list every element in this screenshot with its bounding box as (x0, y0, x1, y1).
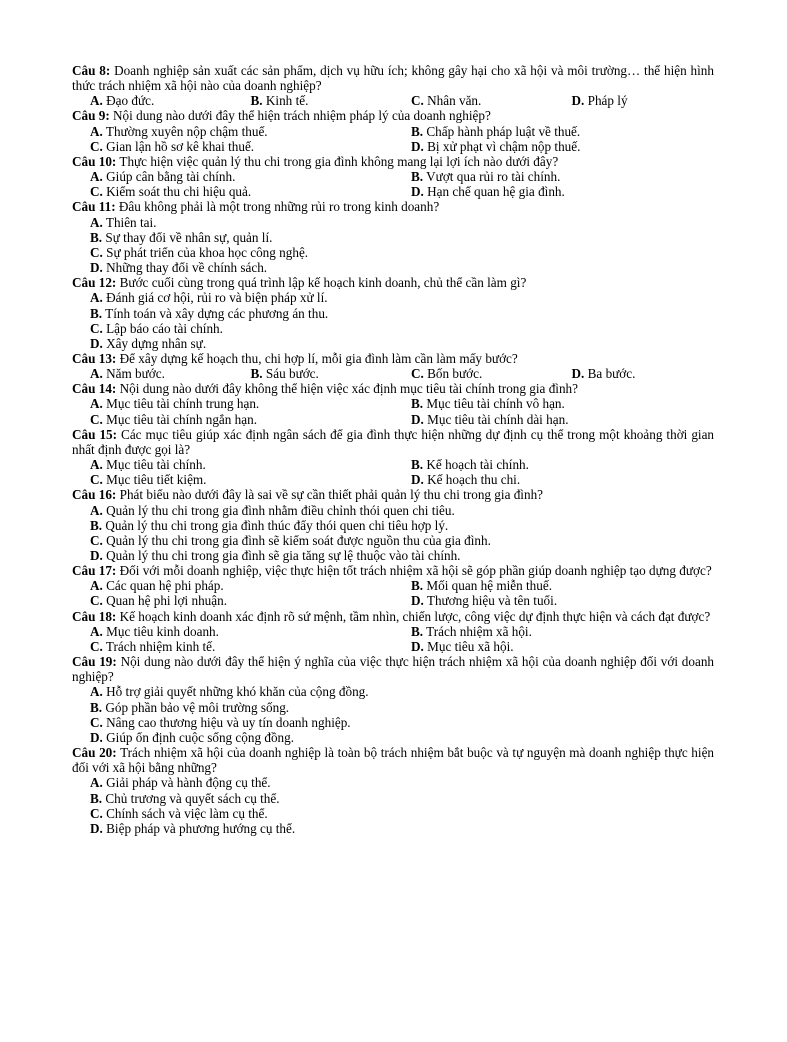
option-letter: D. (411, 411, 424, 427)
option-letter: D. (90, 548, 103, 563)
option-text: Pháp lý (587, 93, 628, 109)
answer-option-a (72, 396, 393, 411)
answer-option-d (72, 548, 460, 563)
answer-option-d (393, 412, 714, 427)
option-text: Ba bước. (587, 366, 636, 382)
answer-option-b (393, 457, 714, 472)
option-letter: B. (411, 123, 424, 139)
question-stem (72, 199, 714, 214)
options-row (72, 336, 714, 351)
option-text: Biệp pháp và phương hướng cụ thể. (106, 820, 296, 836)
option-text: Mục tiêu tài chính. (106, 457, 206, 473)
option-letter: A. (90, 684, 103, 700)
options-row (72, 806, 714, 821)
option-letter: B. (411, 578, 424, 594)
option-letter: C. (90, 244, 103, 260)
answer-option-d (393, 593, 714, 608)
answer-option-b (393, 624, 714, 639)
answer-option-b (72, 791, 280, 806)
question-11 (72, 199, 714, 275)
question-stem (72, 351, 714, 366)
option-text: Chính sách và việc làm cụ thể. (106, 805, 268, 821)
question-label: Câu 10: (72, 153, 117, 169)
options-row (72, 730, 714, 745)
answer-option-c (72, 412, 393, 427)
option-letter: C. (90, 805, 103, 821)
option-letter: B. (411, 396, 424, 412)
options-row (72, 472, 714, 487)
question-stem (72, 381, 714, 396)
question-9 (72, 108, 714, 153)
answer-option-a (72, 93, 233, 108)
options-row (72, 593, 714, 608)
option-text: Hỗ trợ giải quyết những khó khăn của cộng đồng. (106, 684, 369, 700)
option-text: Thường xuyên nộp chậm thuế. (105, 123, 268, 139)
question-label: Câu 20: (72, 745, 117, 761)
option-letter: A. (90, 169, 103, 185)
option-text: Những thay đổi về chính sách. (106, 260, 268, 276)
question-label: Câu 18: (72, 608, 117, 624)
option-letter: C. (411, 93, 424, 109)
option-text: Kinh tế. (265, 93, 309, 109)
question-label: Câu 8: (72, 63, 111, 78)
option-text: Bị xử phạt vì chậm nộp thuế. (427, 138, 581, 154)
answer-option-d (72, 730, 294, 745)
options-row (72, 93, 714, 108)
option-text: Mục tiêu tài chính trung hạn. (106, 396, 260, 412)
option-letter: D. (90, 335, 103, 351)
answer-option-c (393, 366, 554, 381)
option-text: Giúp ổn định cuộc sống cộng đồng. (106, 729, 295, 745)
option-text: Chấp hành pháp luật về thuế. (426, 123, 581, 139)
answer-option-c (72, 139, 393, 154)
option-letter: D. (411, 138, 424, 154)
question-text: Trách nhiệm xã hội của doanh nghiệp là toàn bộ trách nhiệm bắt buộc và tự nguyện mà doanh nghiệp thực hiện đối với xã hội bằng những? (72, 745, 715, 776)
options-row (72, 306, 714, 321)
option-text: Sự phát triển của khoa học công nghệ. (106, 244, 309, 260)
option-text: Góp phần bảo vệ môi trường sống. (105, 699, 290, 715)
option-letter: D. (90, 729, 103, 745)
option-text: Đánh giá cơ hội, rủi ro và biện pháp xử lí. (106, 290, 328, 306)
option-letter: A. (90, 578, 103, 594)
option-letter: A. (90, 366, 103, 382)
option-text: Kế hoạch tài chính. (426, 457, 529, 473)
option-letter: B. (90, 790, 103, 806)
option-text: Hạn chế quan hệ gia đình. (427, 184, 565, 200)
option-text: Sáu bước. (265, 366, 319, 382)
options-row (72, 791, 714, 806)
question-14 (72, 381, 714, 426)
question-label: Câu 12: (72, 275, 117, 291)
question-label: Câu 19: (72, 654, 117, 670)
options-row (72, 366, 714, 381)
question-8 (72, 63, 714, 108)
options-row (72, 639, 714, 654)
answer-option-c (72, 593, 393, 608)
option-text: Mục tiêu tiết kiệm. (106, 472, 207, 488)
answer-option-d (393, 139, 714, 154)
answer-option-d (554, 93, 715, 108)
question-text: Nội dung nào dưới đây thể hiện trách nhiệm pháp lý của doanh nghiệp? (113, 108, 491, 124)
answer-option-d (72, 821, 295, 836)
option-letter: C. (411, 366, 424, 382)
question-16 (72, 487, 714, 563)
question-12 (72, 275, 714, 351)
option-text: Mục tiêu tài chính dài hạn. (427, 411, 569, 427)
answer-option-c (72, 533, 491, 548)
options-row (72, 624, 714, 639)
option-text: Vượt qua rủi ro tài chính. (426, 169, 561, 185)
option-letter: A. (90, 502, 103, 518)
option-letter: B. (90, 517, 103, 533)
question-stem (72, 154, 714, 169)
option-letter: C. (90, 320, 103, 336)
question-stem (72, 63, 714, 93)
option-text: Trách nhiệm kinh tế. (105, 638, 216, 654)
option-letter: D. (90, 260, 103, 276)
answer-option-a (72, 366, 233, 381)
answer-option-a (72, 124, 393, 139)
option-text: Xây dựng nhân sự. (106, 335, 207, 351)
answer-option-c (72, 472, 393, 487)
answer-option-b (233, 366, 394, 381)
question-stem (72, 563, 714, 578)
option-text: Trách nhiệm xã hội. (426, 623, 532, 639)
option-letter: C. (90, 138, 103, 154)
answer-option-b (393, 169, 714, 184)
option-letter: B. (250, 93, 263, 109)
question-text: Bước cuối cùng trong quá trình lập kế hoạch kinh doanh, chủ thể cần làm gì? (119, 275, 527, 291)
option-letter: A. (90, 396, 103, 412)
answer-option-a (72, 503, 455, 518)
option-letter: A. (90, 214, 103, 230)
question-text: Thực hiện việc quản lý thu chi trong gia đình không mang lại lợi ích nào dưới đây? (119, 153, 559, 169)
options-row (72, 821, 714, 836)
answer-option-d (72, 260, 267, 275)
question-text: Nội dung nào dưới đây không thể hiện việc xác định mục tiêu tài chính trong gia đình? (119, 381, 578, 397)
question-text: Đâu không phải là một trong những rủi ro trong kinh doanh? (118, 199, 440, 215)
answer-option-b (72, 518, 448, 533)
option-letter: D. (411, 472, 424, 488)
option-letter: C. (90, 714, 103, 730)
options-row (72, 700, 714, 715)
option-text: Mối quan hệ miễn thuế. (426, 578, 553, 594)
option-letter: B. (250, 366, 263, 382)
option-letter: B. (90, 229, 103, 245)
question-15 (72, 427, 714, 488)
option-letter: C. (90, 638, 103, 654)
answer-option-c (393, 93, 554, 108)
answer-option-c (72, 639, 393, 654)
option-letter: D. (411, 184, 424, 200)
option-letter: C. (90, 411, 103, 427)
option-text: Mục tiêu tài chính vô hạn. (426, 396, 565, 412)
option-text: Thiên tai. (105, 214, 157, 230)
answer-option-a (72, 169, 393, 184)
question-label: Câu 9: (72, 108, 110, 124)
options-row (72, 548, 714, 563)
options-row (72, 715, 714, 730)
option-text: Mục tiêu xã hội. (427, 638, 514, 654)
options-row (72, 245, 714, 260)
question-text: Nội dung nào dưới đây thể hiện ý nghĩa của việc thực hiện trách nhiệm xã hội của doanh nghiệp đối với doanh nghiệp? (72, 654, 715, 685)
option-text: Quản lý thu chi trong gia đình thúc đẩy thói quen chi tiêu hợp lý. (105, 517, 449, 533)
option-letter: B. (90, 699, 103, 715)
options-row (72, 124, 714, 139)
option-text: Kiểm soát thu chi hiệu quả. (106, 184, 252, 200)
question-17 (72, 563, 714, 608)
option-letter: B. (411, 623, 424, 639)
option-text: Quản lý thu chi trong gia đình sẽ kiểm soát được nguồn thu của gia đình. (106, 532, 491, 548)
option-text: Giải pháp và hành động cụ thể. (106, 775, 271, 791)
options-row (72, 503, 714, 518)
option-letter: C. (90, 593, 103, 609)
answer-option-c (72, 715, 351, 730)
option-text: Tính toán và xây dựng các phương án thu. (105, 305, 329, 321)
option-text: Chủ trương và quyết sách cụ thể. (105, 790, 280, 806)
question-text: Để xây dựng kế hoạch thu, chi hợp lí, mỗi gia đình làm cần làm mấy bước? (119, 350, 518, 366)
question-20 (72, 745, 714, 836)
question-text: Đối với mỗi doanh nghiệp, việc thực hiện tốt trách nhiệm xã hội sẽ góp phần giúp doanh nghiệp tạo dựng được? (119, 563, 712, 579)
answer-option-b (233, 93, 394, 108)
option-text: Năm bước. (106, 366, 165, 382)
question-stem (72, 654, 714, 684)
question-stem (72, 275, 714, 290)
option-text: Đạo đức. (106, 93, 155, 109)
options-row (72, 215, 714, 230)
question-label: Câu 17: (72, 563, 117, 579)
option-text: Sự thay đổi về nhân sự, quản lí. (105, 229, 273, 245)
options-row (72, 533, 714, 548)
answer-option-b (72, 230, 272, 245)
option-text: Quản lý thu chi trong gia đình nhằm điều chỉnh thói quen chi tiêu. (106, 502, 455, 518)
option-text: Gian lận hồ sơ kê khai thuế. (106, 138, 255, 154)
answer-option-c (72, 245, 308, 260)
option-letter: A. (90, 123, 103, 139)
option-letter: A. (90, 623, 103, 639)
answer-option-b (393, 124, 714, 139)
options-row (72, 260, 714, 275)
question-stem (72, 609, 714, 624)
answer-option-a (72, 215, 156, 230)
answer-option-c (72, 806, 268, 821)
question-stem (72, 745, 714, 775)
options-row (72, 518, 714, 533)
option-text: Mục tiêu tài chính ngắn hạn. (106, 411, 258, 427)
question-label: Câu 13: (72, 350, 117, 366)
options-row (72, 412, 714, 427)
question-text: Doanh nghiệp sản xuất các sản phẩm, dịch vụ hữu ích; không gây hại cho xã hội và môi trường… thể hiện hình thức trách nhiệm xã hội nào của doanh nghiệp? (72, 63, 714, 94)
options-row (72, 230, 714, 245)
options-row (72, 184, 714, 199)
options-row (72, 578, 714, 593)
option-text: Mục tiêu kinh doanh. (106, 623, 219, 639)
option-letter: D. (90, 820, 103, 836)
options-row (72, 139, 714, 154)
question-stem (72, 427, 714, 457)
option-letter: A. (90, 93, 103, 109)
answer-option-b (393, 578, 714, 593)
answer-option-a (72, 775, 271, 790)
exam-page (72, 63, 714, 836)
question-text: Các mục tiêu giúp xác định ngân sách để gia đình thực hiện những dự định cụ thể trong một khoảng thời gian nhất định được gọi là? (72, 426, 715, 457)
answer-option-c (72, 184, 393, 199)
option-letter: B. (411, 169, 424, 185)
option-text: Nhân văn. (427, 93, 482, 109)
question-18 (72, 609, 714, 654)
option-letter: C. (90, 184, 103, 200)
option-letter: D. (411, 593, 424, 609)
option-letter: D. (571, 366, 585, 382)
option-letter: A. (90, 457, 103, 473)
question-13 (72, 351, 714, 381)
answer-option-d (72, 336, 206, 351)
options-row (72, 321, 714, 336)
question-text: Kế hoạch kinh doanh xác định rõ sứ mệnh, tầm nhìn, chiến lược, công việc dự định thực hiện và cách đạt được? (119, 608, 711, 624)
options-row (72, 684, 714, 699)
options-row (72, 457, 714, 472)
question-label: Câu 11: (72, 199, 116, 215)
option-letter: D. (571, 93, 585, 109)
option-text: Các quan hệ phi pháp. (106, 578, 224, 594)
question-label: Câu 14: (72, 381, 117, 397)
option-text: Quản lý thu chi trong gia đình sẽ gia tăng sự lệ thuộc vào tài chính. (106, 548, 461, 563)
option-letter: D. (411, 638, 424, 654)
option-letter: C. (90, 472, 103, 488)
answer-option-a (72, 290, 328, 305)
option-text: Thương hiệu và tên tuổi. (426, 593, 558, 609)
option-letter: A. (90, 775, 103, 791)
question-19 (72, 654, 714, 745)
option-text: Lập báo cáo tài chính. (106, 320, 223, 336)
option-text: Giúp cân bằng tài chính. (106, 169, 236, 185)
answer-option-b (72, 700, 289, 715)
options-row (72, 169, 714, 184)
option-text: Bốn bước. (427, 366, 483, 382)
question-label: Câu 15: (72, 426, 118, 442)
answer-option-d (554, 366, 715, 381)
options-row (72, 396, 714, 411)
question-stem (72, 487, 714, 502)
answer-option-b (72, 306, 328, 321)
answer-option-a (72, 578, 393, 593)
option-text: Quan hệ phi lợi nhuận. (106, 593, 228, 609)
option-letter: A. (90, 290, 103, 306)
answer-option-d (393, 184, 714, 199)
answer-option-b (393, 396, 714, 411)
answer-option-c (72, 321, 223, 336)
options-row (72, 775, 714, 790)
answer-option-a (72, 684, 369, 699)
answer-option-a (72, 624, 393, 639)
answer-option-a (72, 457, 393, 472)
option-text: Nâng cao thương hiệu và uy tín doanh nghiệp. (106, 714, 351, 730)
question-text: Phát biểu nào dưới đây là sai về sự cần thiết phải quản lý thu chi trong gia đình? (119, 487, 544, 503)
question-stem (72, 108, 714, 123)
option-letter: B. (411, 457, 424, 473)
question-label: Câu 16: (72, 487, 117, 503)
option-text: Kế hoạch thu chi. (427, 472, 521, 488)
option-letter: C. (90, 532, 103, 548)
answer-option-d (393, 639, 714, 654)
options-row (72, 290, 714, 305)
question-10 (72, 154, 714, 199)
answer-option-d (393, 472, 714, 487)
option-letter: B. (90, 305, 103, 321)
